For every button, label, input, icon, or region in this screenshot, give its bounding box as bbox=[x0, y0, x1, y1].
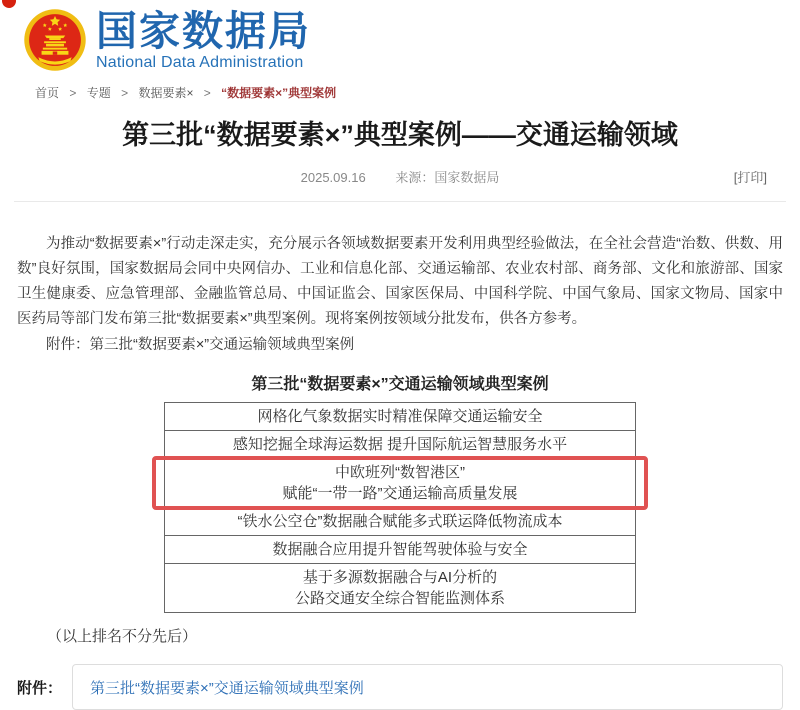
breadcrumb-data-element[interactable]: 数据要素× bbox=[138, 86, 194, 100]
site-header bbox=[0, 0, 800, 78]
attachment-link[interactable]: 第三批“数据要素×”交通运输领域典型案例 bbox=[90, 679, 364, 697]
page-title: 第三批“数据要素×”典型案例——交通运输领域 bbox=[122, 120, 678, 150]
table-row-text: 网格化气象数据实时精准保障交通运输安全 bbox=[257, 408, 543, 425]
table-row-text: 公路交通安全综合智能监测体系 bbox=[294, 590, 505, 607]
print-button[interactable]: [打印] bbox=[733, 170, 767, 185]
table-row bbox=[165, 563, 635, 612]
case-table-title: 第三批“数据要素×”交通运输领域典型案例 bbox=[251, 376, 549, 393]
table-row bbox=[165, 507, 635, 535]
attachment-section bbox=[17, 664, 783, 710]
table-row-text: 中欧班列“数智港区” bbox=[335, 464, 465, 481]
table-row bbox=[165, 430, 635, 458]
attachment-box bbox=[72, 664, 783, 710]
attachment-mention-line: 附件：第三批“数据要素×”交通运输领域典型案例 bbox=[46, 337, 355, 353]
source-label: 来源：国家数据局 bbox=[395, 170, 500, 185]
divider-line bbox=[14, 201, 786, 202]
ranking-note: （以上排名不分先后） bbox=[47, 628, 198, 645]
table-row-text: 感知挖掘全球海运数据 提升国际航运智慧服务水平 bbox=[232, 436, 568, 453]
table-row bbox=[165, 403, 635, 430]
case-table bbox=[164, 402, 636, 613]
table-row-text: “铁水公空仓”数据融合赋能多式联运降低物流成本 bbox=[237, 513, 563, 530]
breadcrumb-home[interactable]: 首页 bbox=[35, 86, 60, 100]
article-body bbox=[0, 232, 800, 646]
national-emblem-icon bbox=[23, 8, 87, 72]
table-row bbox=[165, 458, 635, 507]
breadcrumb-separator: > bbox=[69, 86, 77, 100]
article-meta bbox=[0, 167, 800, 184]
breadcrumb-current[interactable]: “数据要素×”典型案例 bbox=[221, 86, 337, 100]
table-row-text: 数据融合应用提升智能驾驶体验与安全 bbox=[272, 541, 528, 558]
table-row-text: 基于多源数据融合与AI分析的 bbox=[302, 569, 498, 586]
site-title-en: National Data Administration bbox=[96, 54, 304, 71]
site-title-cn: 国家数据局 bbox=[96, 8, 311, 54]
table-row bbox=[165, 535, 635, 563]
breadcrumb-separator: > bbox=[121, 86, 129, 100]
breadcrumb bbox=[35, 84, 800, 101]
publish-date: 2025.09.16 bbox=[300, 170, 366, 185]
attachment-label: 附件： bbox=[17, 679, 63, 697]
breadcrumb-separator: > bbox=[203, 86, 211, 100]
breadcrumb-topics[interactable]: 专题 bbox=[86, 86, 111, 100]
table-row-text: 赋能“一带一路”交通运输高质量发展 bbox=[282, 485, 518, 502]
article-paragraph: 为推动“数据要素×”行动走深走实，充分展示各领域数据要素开发利用典型经验做法，在全社会营造“治数、供数、用数”良好氛围，国家数据局会同中央网信办、工业和信息化部、交通运输部、农业农村部、商务部、文化和旅游部、国家卫生健康委、应急管理部、金融监管总局、中国证监会、国家医保局、中国科学院、中国气象局、国家文物局、国家中医药局等部门发布第三批“数据要素×”典型案例。现将案例按领域分批发布，供各方参考。 bbox=[17, 236, 783, 327]
